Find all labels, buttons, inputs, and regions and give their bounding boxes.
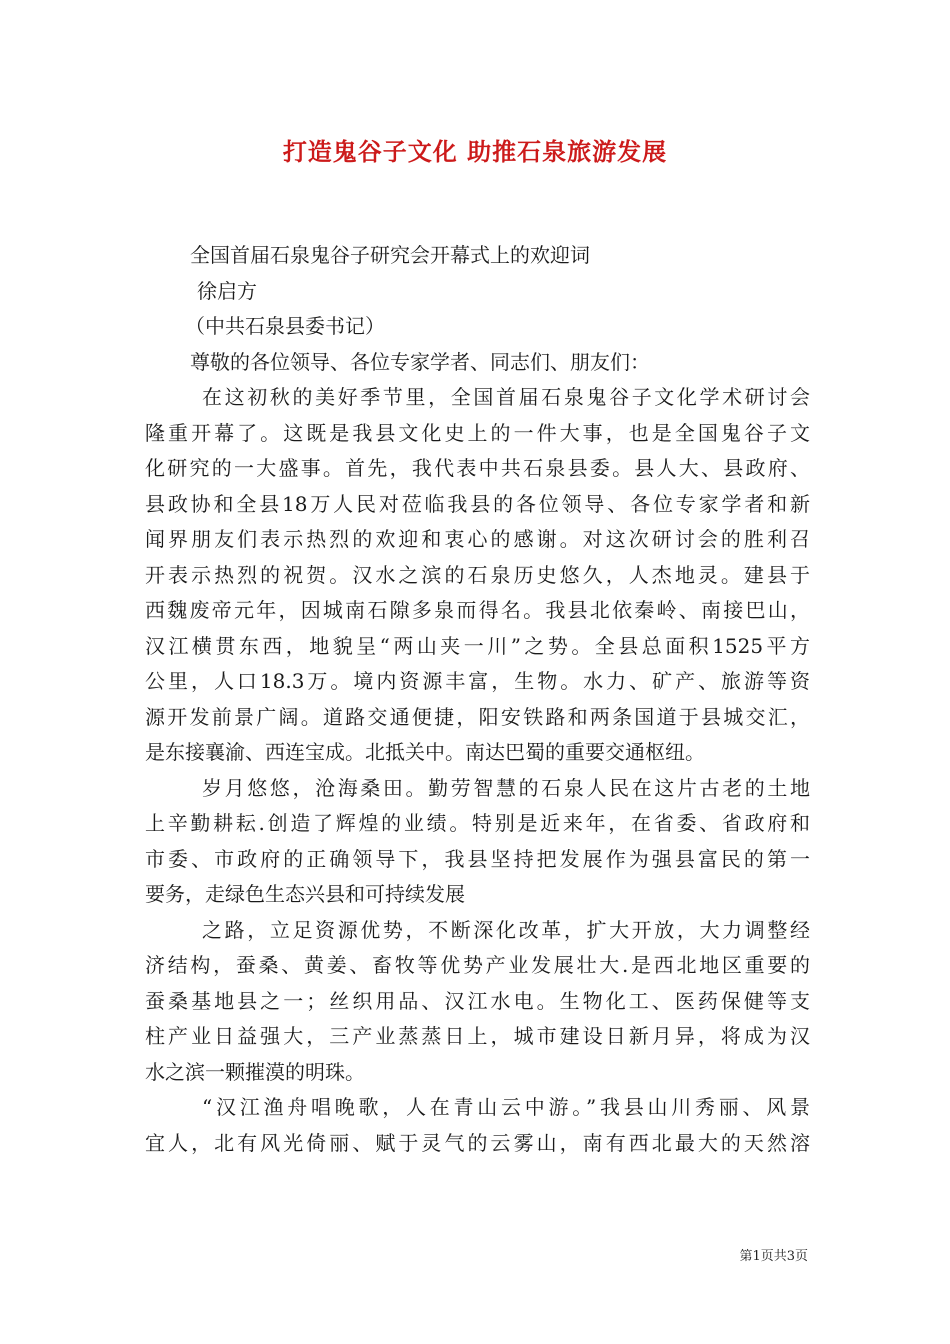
text-line: 柱产业日益强大，三产业蒸蒸日上，城市建设日新月异，将成为汉 [145,1024,810,1048]
text-line: 源开发前景广阔。道路交通便捷，阳安铁路和两条国道于县城交汇， [145,704,810,729]
text-line: 岁月悠悠，沧海桑田。勤劳智慧的石泉人民在这片古老的土地 [202,775,810,800]
text-line: 闻界朋友们表示热烈的欢迎和衷心的感谢。对这次研讨会的胜利召 [145,527,810,551]
text-line: 济结构，蚕桑、黄姜、畜牧等优势产业发展壮大.是西北地区重要的 [145,953,810,977]
page-number-footer: 第1页共3页 [739,1249,808,1264]
text-line: 隆重开幕了。这既是我县文化史上的一件大事，也是全国鬼谷子文 [145,420,810,445]
text-line: 市委、市政府的正确领导下，我县坚持把发展作为强县富民的第一 [145,846,810,871]
author-title-line: （中共石泉县委书记） [185,314,385,338]
text-line: 县政协和全县18万人民对莅临我县的各位领导、各位专家学者和新 [145,491,810,516]
salutation-line: 尊敬的各位领导、各位专家学者、同志们、朋友们： [190,349,650,374]
text-line: 宜人，北有风光倚丽、赋于灵气的云雾山，南有西北最大的天然溶 [145,1130,810,1155]
document-body [145,238,810,1161]
text-line: 在这初秋的美好季节里，全国首届石泉鬼谷子文化学术研讨会 [202,385,810,409]
text-line: 要务，走绿色生态兴县和可持续发展 [145,882,465,906]
text-line: 化研究的一大盛事。首先，我代表中共石泉县委。县人大、县政府、 [145,456,810,480]
text-line: 公里，人口18.3万。境内资源丰富，生物。水力、矿产、旅游等资 [145,669,810,693]
text-line: 蚕桑基地县之一；丝织用品、汉江水电。生物化工、医药保健等支 [145,988,810,1013]
text-line: “汉江渔舟唱晚歌，人在青山云中游。”我县山川秀丽、风景 [202,1095,810,1119]
author-line: 徐启方 [197,278,257,303]
document-title: 打造鬼谷子文化 助推石泉旅游发展 [282,137,668,166]
subtitle-line: 全国首届石泉鬼谷子研究会开幕式上的欢迎词 [190,243,590,267]
text-line: 西魏废帝元年，因城南石隙多泉而得名。我县北依秦岭、南接巴山， [145,598,810,622]
text-line: 开表示热烈的祝贺。汉水之滨的石泉历史悠久，人杰地灵。建县于 [145,562,810,587]
text-line: 是东接襄渝、西连宝成。北抵关中。南达巴蜀的重要交通枢纽。 [145,740,705,764]
text-line: 之路，立足资源优势，不断深化改革，扩大开放，大力调整经 [202,917,810,942]
text-line: 上辛勤耕耘.创造了辉煌的业绩。特别是近来年，在省委、省政府和 [145,811,810,835]
text-line: 汉江横贯东西，地貌呈“两山夹一川”之势。全县总面积1525平方 [145,633,810,658]
text-line: 水之滨一颗摧漠的明珠。 [145,1059,365,1084]
